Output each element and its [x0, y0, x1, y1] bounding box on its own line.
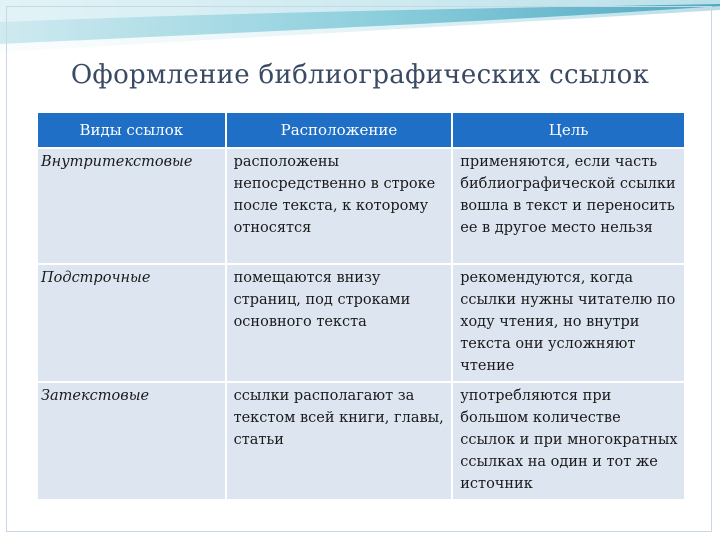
row-location: помещаются внизу страниц, под строками основного текста: [227, 265, 452, 381]
row-type: Подстрочные: [38, 265, 225, 381]
row-location: расположены непосредственно в строке после текста, к которому относятся: [227, 149, 452, 263]
row-type: Затекстовые: [38, 383, 225, 499]
table-row: [38, 265, 684, 381]
header-location: Расположение: [227, 113, 452, 147]
row-purpose: рекомендуются, когда ссылки нужны читателю по ходу чтения, но внутри текста они усложняют чтение: [453, 265, 684, 381]
header-purpose: Цель: [453, 113, 684, 147]
table-header-row: [38, 113, 684, 147]
row-purpose: применяются, если часть библиографической ссылки вошла в текст и переносить ее в другое место нельзя: [453, 149, 684, 263]
row-location: ссылки располагают за текстом всей книги, главы, статьи: [227, 383, 452, 499]
header-types: Виды ссылок: [38, 113, 225, 147]
table-row: [38, 383, 684, 499]
page-title: Оформление библиографических ссылок: [70, 60, 650, 90]
table-row: [38, 149, 684, 263]
row-purpose: употребляются при большом количестве ссылок и при многократных ссылках на один и тот же источник: [453, 383, 684, 499]
row-type: Внутритекстовые: [38, 149, 225, 263]
references-table: [36, 111, 686, 501]
